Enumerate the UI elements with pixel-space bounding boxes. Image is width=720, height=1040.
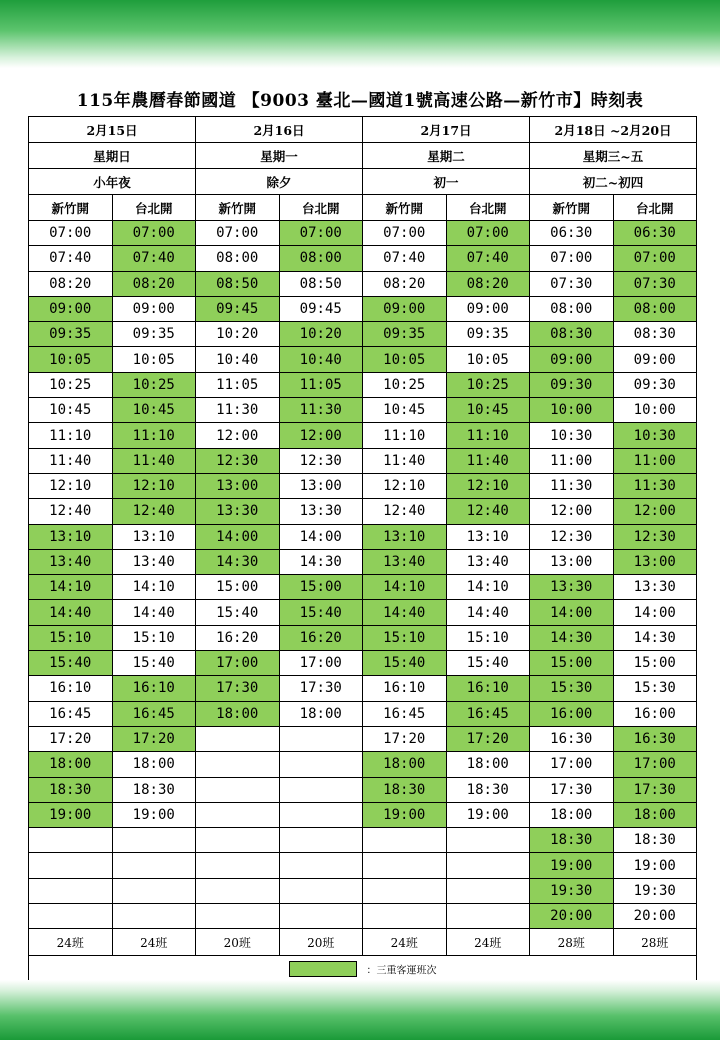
departure-taipei-cell xyxy=(279,777,363,802)
column-date: 2月15日 xyxy=(29,117,196,143)
departure-taipei-cell: 11:30 xyxy=(279,398,363,423)
direction-label-hsinchu: 新竹開 xyxy=(363,195,447,221)
direction-label-hsinchu: 新竹開 xyxy=(196,195,280,221)
departure-taipei-cell: 10:45 xyxy=(112,398,196,423)
departure-taipei-cell: 10:05 xyxy=(446,347,530,372)
departure-hsinchu-cell: 13:40 xyxy=(29,549,113,574)
column-festival: 小年夜 xyxy=(29,169,196,195)
departure-hsinchu-cell: 16:00 xyxy=(530,701,614,726)
departure-taipei-cell: 10:25 xyxy=(446,372,530,397)
departure-hsinchu-cell: 14:30 xyxy=(196,549,280,574)
departure-hsinchu-cell: 17:00 xyxy=(530,752,614,777)
departure-hsinchu-cell: 09:45 xyxy=(196,296,280,321)
departure-hsinchu-cell: 19:30 xyxy=(530,878,614,903)
departure-taipei-cell: 11:40 xyxy=(112,448,196,473)
trip-count: 24班 xyxy=(29,929,113,956)
departure-hsinchu-cell xyxy=(29,904,113,929)
departure-taipei-cell xyxy=(279,802,363,827)
departure-taipei-cell: 09:45 xyxy=(279,296,363,321)
column-festival: 除夕 xyxy=(196,169,363,195)
departure-hsinchu-cell: 16:45 xyxy=(29,701,113,726)
departure-hsinchu-cell xyxy=(196,752,280,777)
direction-label-taipei: 台北開 xyxy=(112,195,196,221)
time-row xyxy=(29,828,697,853)
departure-hsinchu-cell: 15:10 xyxy=(29,625,113,650)
bottom-green-band xyxy=(0,980,720,1040)
departure-hsinchu-cell: 12:00 xyxy=(530,499,614,524)
departure-taipei-cell: 12:40 xyxy=(112,499,196,524)
departure-taipei-cell: 14:30 xyxy=(613,625,697,650)
departure-hsinchu-cell: 12:10 xyxy=(29,473,113,498)
trip-count-row xyxy=(29,929,697,956)
departure-taipei-cell: 14:40 xyxy=(446,600,530,625)
departure-hsinchu-cell: 10:30 xyxy=(530,423,614,448)
departure-taipei-cell: 16:00 xyxy=(613,701,697,726)
time-row xyxy=(29,499,697,524)
departure-hsinchu-cell: 08:00 xyxy=(196,246,280,271)
departure-hsinchu-cell xyxy=(363,904,447,929)
departure-taipei-cell: 08:00 xyxy=(613,296,697,321)
departure-taipei-cell: 06:30 xyxy=(613,221,697,246)
departure-taipei-cell: 12:40 xyxy=(446,499,530,524)
time-row xyxy=(29,676,697,701)
departure-taipei-cell: 11:40 xyxy=(446,448,530,473)
time-row xyxy=(29,549,697,574)
departure-hsinchu-cell: 11:10 xyxy=(363,423,447,448)
departure-hsinchu-cell: 13:00 xyxy=(196,473,280,498)
departure-taipei-cell: 14:10 xyxy=(446,575,530,600)
departure-taipei-cell xyxy=(446,828,530,853)
departure-taipei-cell: 13:40 xyxy=(112,549,196,574)
departure-taipei-cell: 16:10 xyxy=(112,676,196,701)
trip-count: 24班 xyxy=(446,929,530,956)
departure-taipei-cell: 09:35 xyxy=(446,322,530,347)
direction-label-taipei: 台北開 xyxy=(279,195,363,221)
departure-taipei-cell: 09:00 xyxy=(446,296,530,321)
departure-taipei-cell: 14:00 xyxy=(613,600,697,625)
trip-count: 24班 xyxy=(363,929,447,956)
departure-hsinchu-cell xyxy=(196,802,280,827)
departure-hsinchu-cell: 13:10 xyxy=(29,524,113,549)
departure-hsinchu-cell: 09:30 xyxy=(530,372,614,397)
departure-taipei-cell: 13:30 xyxy=(279,499,363,524)
date-row xyxy=(29,117,697,143)
departure-hsinchu-cell: 09:35 xyxy=(363,322,447,347)
column-weekday: 星期一 xyxy=(196,143,363,169)
departure-taipei-cell: 19:00 xyxy=(613,853,697,878)
departure-taipei-cell: 18:30 xyxy=(446,777,530,802)
departure-taipei-cell: 12:10 xyxy=(112,473,196,498)
departure-taipei-cell: 17:20 xyxy=(446,726,530,751)
departure-taipei-cell: 07:00 xyxy=(446,221,530,246)
column-date: 2月17日 xyxy=(363,117,530,143)
time-row xyxy=(29,651,697,676)
time-row xyxy=(29,904,697,929)
departure-taipei-cell: 08:20 xyxy=(446,271,530,296)
time-row xyxy=(29,625,697,650)
departure-taipei-cell xyxy=(279,828,363,853)
departure-hsinchu-cell: 17:20 xyxy=(363,726,447,751)
departure-taipei-cell: 09:00 xyxy=(613,347,697,372)
departure-taipei-cell: 14:00 xyxy=(279,524,363,549)
departure-taipei-cell xyxy=(446,878,530,903)
departure-taipei-cell: 18:00 xyxy=(613,802,697,827)
departure-hsinchu-cell: 18:30 xyxy=(530,828,614,853)
departure-taipei-cell: 11:05 xyxy=(279,372,363,397)
departure-hsinchu-cell xyxy=(196,726,280,751)
departure-hsinchu-cell: 12:40 xyxy=(29,499,113,524)
departure-hsinchu-cell: 11:40 xyxy=(363,448,447,473)
departure-taipei-cell xyxy=(279,878,363,903)
departure-taipei-cell: 14:40 xyxy=(112,600,196,625)
departure-taipei-cell: 12:30 xyxy=(279,448,363,473)
departure-hsinchu-cell: 09:00 xyxy=(29,296,113,321)
time-row xyxy=(29,423,697,448)
departure-hsinchu-cell: 16:20 xyxy=(196,625,280,650)
departure-taipei-cell xyxy=(279,752,363,777)
column-date: 2月16日 xyxy=(196,117,363,143)
top-green-band xyxy=(0,0,720,68)
departure-taipei-cell: 18:00 xyxy=(112,752,196,777)
departure-hsinchu-cell: 08:20 xyxy=(29,271,113,296)
departure-taipei-cell xyxy=(279,726,363,751)
departure-hsinchu-cell: 11:30 xyxy=(530,473,614,498)
departure-taipei-cell: 07:00 xyxy=(613,246,697,271)
legend xyxy=(29,956,697,983)
time-row xyxy=(29,448,697,473)
legend-swatch xyxy=(289,961,357,977)
departure-taipei-cell: 17:00 xyxy=(279,651,363,676)
departure-hsinchu-cell: 12:00 xyxy=(196,423,280,448)
departure-hsinchu-cell: 11:10 xyxy=(29,423,113,448)
departure-taipei-cell: 15:10 xyxy=(112,625,196,650)
departure-taipei-cell: 17:00 xyxy=(613,752,697,777)
departure-taipei-cell: 17:30 xyxy=(613,777,697,802)
departure-hsinchu-cell xyxy=(196,878,280,903)
departure-hsinchu-cell: 13:30 xyxy=(196,499,280,524)
departure-taipei-cell: 15:00 xyxy=(279,575,363,600)
direction-label-hsinchu: 新竹開 xyxy=(530,195,614,221)
departure-taipei-cell xyxy=(112,828,196,853)
departure-hsinchu-cell: 15:00 xyxy=(196,575,280,600)
column-weekday: 星期二 xyxy=(363,143,530,169)
trip-count: 20班 xyxy=(279,929,363,956)
departure-hsinchu-cell: 14:10 xyxy=(29,575,113,600)
departure-taipei-cell: 13:00 xyxy=(613,549,697,574)
column-festival: 初二~初四 xyxy=(530,169,697,195)
trip-count: 20班 xyxy=(196,929,280,956)
departure-taipei-cell: 07:40 xyxy=(112,246,196,271)
departure-hsinchu-cell: 14:10 xyxy=(363,575,447,600)
departure-hsinchu-cell xyxy=(29,853,113,878)
departure-taipei-cell: 13:40 xyxy=(446,549,530,574)
time-row xyxy=(29,777,697,802)
departure-taipei-cell: 19:00 xyxy=(112,802,196,827)
direction-label-taipei: 台北開 xyxy=(446,195,530,221)
departure-taipei-cell: 13:10 xyxy=(446,524,530,549)
trip-count: 28班 xyxy=(530,929,614,956)
departure-hsinchu-cell xyxy=(196,853,280,878)
departure-taipei-cell: 10:45 xyxy=(446,398,530,423)
departure-hsinchu-cell: 17:30 xyxy=(530,777,614,802)
departure-taipei-cell: 12:30 xyxy=(613,524,697,549)
departure-hsinchu-cell: 14:40 xyxy=(363,600,447,625)
weekday-row xyxy=(29,143,697,169)
legend-text: ：三重客運班次 xyxy=(366,965,437,977)
departure-hsinchu-cell: 13:00 xyxy=(530,549,614,574)
departure-hsinchu-cell: 10:05 xyxy=(363,347,447,372)
time-row xyxy=(29,398,697,423)
departure-hsinchu-cell: 18:00 xyxy=(530,802,614,827)
departure-taipei-cell xyxy=(446,853,530,878)
departure-hsinchu-cell: 14:40 xyxy=(29,600,113,625)
time-row xyxy=(29,296,697,321)
departure-hsinchu-cell: 17:30 xyxy=(196,676,280,701)
time-row xyxy=(29,853,697,878)
time-row xyxy=(29,372,697,397)
departure-hsinchu-cell: 12:10 xyxy=(363,473,447,498)
departure-taipei-cell: 07:00 xyxy=(112,221,196,246)
departure-taipei-cell: 18:30 xyxy=(613,828,697,853)
time-row xyxy=(29,575,697,600)
departure-taipei-cell: 15:10 xyxy=(446,625,530,650)
departure-taipei-cell: 10:30 xyxy=(613,423,697,448)
departure-taipei-cell: 15:40 xyxy=(279,600,363,625)
departure-hsinchu-cell: 19:00 xyxy=(530,853,614,878)
departure-hsinchu-cell: 17:00 xyxy=(196,651,280,676)
trip-count: 24班 xyxy=(112,929,196,956)
column-weekday: 星期三~五 xyxy=(530,143,697,169)
departure-hsinchu-cell: 20:00 xyxy=(530,904,614,929)
departure-taipei-cell: 07:40 xyxy=(446,246,530,271)
departure-taipei-cell: 16:30 xyxy=(613,726,697,751)
departure-taipei-cell: 09:30 xyxy=(613,372,697,397)
time-row xyxy=(29,221,697,246)
departure-hsinchu-cell: 18:00 xyxy=(196,701,280,726)
departure-taipei-cell: 16:10 xyxy=(446,676,530,701)
departure-hsinchu-cell: 15:40 xyxy=(196,600,280,625)
departure-hsinchu-cell: 08:50 xyxy=(196,271,280,296)
departure-taipei-cell xyxy=(446,904,530,929)
departure-taipei-cell: 13:30 xyxy=(613,575,697,600)
departure-taipei-cell: 19:00 xyxy=(446,802,530,827)
departure-hsinchu-cell: 07:30 xyxy=(530,271,614,296)
departure-taipei-cell: 10:05 xyxy=(112,347,196,372)
departure-taipei-cell: 14:30 xyxy=(279,549,363,574)
departure-hsinchu-cell: 16:30 xyxy=(530,726,614,751)
page-title: 115年農曆春節國道 【9003 臺北—國道1號高速公路—新竹市】時刻表 xyxy=(76,91,644,111)
departure-hsinchu-cell: 09:00 xyxy=(530,347,614,372)
time-row xyxy=(29,701,697,726)
departure-taipei-cell: 08:30 xyxy=(613,322,697,347)
departure-hsinchu-cell: 07:00 xyxy=(530,246,614,271)
departure-hsinchu-cell: 16:10 xyxy=(29,676,113,701)
departure-hsinchu-cell: 15:00 xyxy=(530,651,614,676)
legend-row xyxy=(29,956,697,983)
departure-hsinchu-cell: 10:45 xyxy=(363,398,447,423)
departure-taipei-cell: 16:20 xyxy=(279,625,363,650)
departure-taipei-cell: 12:00 xyxy=(279,423,363,448)
departure-hsinchu-cell: 07:00 xyxy=(196,221,280,246)
departure-taipei-cell: 10:40 xyxy=(279,347,363,372)
departure-hsinchu-cell: 13:40 xyxy=(363,549,447,574)
departure-hsinchu-cell: 08:00 xyxy=(530,296,614,321)
departure-hsinchu-cell xyxy=(196,904,280,929)
time-row xyxy=(29,802,697,827)
departure-hsinchu-cell xyxy=(196,777,280,802)
departure-hsinchu-cell: 14:00 xyxy=(196,524,280,549)
departure-hsinchu-cell: 19:00 xyxy=(363,802,447,827)
departure-hsinchu-cell: 12:40 xyxy=(363,499,447,524)
departure-hsinchu-cell: 15:30 xyxy=(530,676,614,701)
departure-hsinchu-cell: 07:40 xyxy=(363,246,447,271)
departure-taipei-cell: 13:10 xyxy=(112,524,196,549)
time-row xyxy=(29,246,697,271)
departure-taipei-cell xyxy=(112,853,196,878)
departure-taipei-cell: 09:35 xyxy=(112,322,196,347)
departure-taipei-cell: 12:10 xyxy=(446,473,530,498)
departure-taipei-cell: 12:00 xyxy=(613,499,697,524)
column-date: 2月18日 ~2月20日 xyxy=(530,117,697,143)
departure-taipei-cell: 11:00 xyxy=(613,448,697,473)
time-row xyxy=(29,752,697,777)
direction-label-taipei: 台北開 xyxy=(613,195,697,221)
departure-taipei-cell: 16:45 xyxy=(446,701,530,726)
departure-taipei-cell: 13:00 xyxy=(279,473,363,498)
departure-hsinchu-cell: 10:25 xyxy=(29,372,113,397)
departure-hsinchu-cell: 10:40 xyxy=(196,347,280,372)
departure-hsinchu-cell: 10:00 xyxy=(530,398,614,423)
departure-hsinchu-cell: 13:30 xyxy=(530,575,614,600)
departure-taipei-cell: 08:20 xyxy=(112,271,196,296)
departure-hsinchu-cell: 14:30 xyxy=(530,625,614,650)
departure-taipei-cell: 16:45 xyxy=(112,701,196,726)
departure-taipei-cell: 14:10 xyxy=(112,575,196,600)
departure-hsinchu-cell: 19:00 xyxy=(29,802,113,827)
departure-taipei-cell: 10:25 xyxy=(112,372,196,397)
departure-hsinchu-cell: 13:10 xyxy=(363,524,447,549)
departure-taipei-cell xyxy=(112,904,196,929)
departure-taipei-cell xyxy=(112,878,196,903)
departure-hsinchu-cell xyxy=(29,878,113,903)
departure-hsinchu-cell: 07:00 xyxy=(29,221,113,246)
time-row xyxy=(29,271,697,296)
time-row xyxy=(29,878,697,903)
departure-taipei-cell: 18:30 xyxy=(112,777,196,802)
departure-taipei-cell: 10:20 xyxy=(279,322,363,347)
departure-hsinchu-cell xyxy=(29,828,113,853)
departure-taipei-cell: 07:30 xyxy=(613,271,697,296)
departure-taipei-cell: 11:10 xyxy=(112,423,196,448)
departure-taipei-cell: 08:00 xyxy=(279,246,363,271)
departure-taipei-cell: 20:00 xyxy=(613,904,697,929)
departure-hsinchu-cell xyxy=(363,853,447,878)
trip-count: 28班 xyxy=(613,929,697,956)
departure-taipei-cell: 09:00 xyxy=(112,296,196,321)
departure-hsinchu-cell: 18:00 xyxy=(363,752,447,777)
departure-hsinchu-cell xyxy=(363,878,447,903)
time-row xyxy=(29,347,697,372)
festival-row xyxy=(29,169,697,195)
departure-hsinchu-cell: 10:20 xyxy=(196,322,280,347)
time-row xyxy=(29,524,697,549)
departure-hsinchu-cell xyxy=(196,828,280,853)
departure-hsinchu-cell: 16:45 xyxy=(363,701,447,726)
departure-taipei-cell: 08:50 xyxy=(279,271,363,296)
departure-hsinchu-cell: 18:30 xyxy=(29,777,113,802)
departure-taipei-cell: 15:00 xyxy=(613,651,697,676)
time-row xyxy=(29,322,697,347)
departure-taipei-cell: 18:00 xyxy=(446,752,530,777)
departure-taipei-cell: 15:40 xyxy=(446,651,530,676)
departure-hsinchu-cell: 11:40 xyxy=(29,448,113,473)
departure-hsinchu-cell: 16:10 xyxy=(363,676,447,701)
departure-taipei-cell xyxy=(279,904,363,929)
departure-taipei-cell: 15:40 xyxy=(112,651,196,676)
departure-hsinchu-cell: 12:30 xyxy=(530,524,614,549)
departure-hsinchu-cell: 17:20 xyxy=(29,726,113,751)
departure-hsinchu-cell: 08:30 xyxy=(530,322,614,347)
departure-taipei-cell: 17:30 xyxy=(279,676,363,701)
departure-hsinchu-cell: 07:00 xyxy=(363,221,447,246)
departure-hsinchu-cell: 18:00 xyxy=(29,752,113,777)
departure-hsinchu-cell: 11:30 xyxy=(196,398,280,423)
departure-hsinchu-cell: 15:40 xyxy=(363,651,447,676)
departure-hsinchu-cell: 18:30 xyxy=(363,777,447,802)
column-festival: 初一 xyxy=(363,169,530,195)
departure-hsinchu-cell: 11:05 xyxy=(196,372,280,397)
departure-hsinchu-cell: 09:35 xyxy=(29,322,113,347)
direction-row xyxy=(29,195,697,221)
departure-hsinchu-cell: 11:00 xyxy=(530,448,614,473)
time-row xyxy=(29,726,697,751)
column-weekday: 星期日 xyxy=(29,143,196,169)
timetable xyxy=(28,116,697,983)
departure-hsinchu-cell: 10:05 xyxy=(29,347,113,372)
time-row xyxy=(29,473,697,498)
departure-hsinchu-cell: 15:10 xyxy=(363,625,447,650)
departure-taipei-cell: 15:30 xyxy=(613,676,697,701)
departure-hsinchu-cell: 14:00 xyxy=(530,600,614,625)
departure-hsinchu-cell: 07:40 xyxy=(29,246,113,271)
direction-label-hsinchu: 新竹開 xyxy=(29,195,113,221)
departure-hsinchu-cell xyxy=(363,828,447,853)
departure-hsinchu-cell: 08:20 xyxy=(363,271,447,296)
departure-taipei-cell: 07:00 xyxy=(279,221,363,246)
departure-hsinchu-cell: 06:30 xyxy=(530,221,614,246)
departure-hsinchu-cell: 12:30 xyxy=(196,448,280,473)
departure-taipei-cell: 11:10 xyxy=(446,423,530,448)
departure-taipei-cell: 18:00 xyxy=(279,701,363,726)
departure-hsinchu-cell: 09:00 xyxy=(363,296,447,321)
departure-hsinchu-cell: 10:25 xyxy=(363,372,447,397)
departure-hsinchu-cell: 10:45 xyxy=(29,398,113,423)
departure-taipei-cell: 17:20 xyxy=(112,726,196,751)
departure-taipei-cell xyxy=(279,853,363,878)
departure-taipei-cell: 11:30 xyxy=(613,473,697,498)
departure-taipei-cell: 19:30 xyxy=(613,878,697,903)
time-row xyxy=(29,600,697,625)
departure-hsinchu-cell: 15:40 xyxy=(29,651,113,676)
departure-taipei-cell: 10:00 xyxy=(613,398,697,423)
